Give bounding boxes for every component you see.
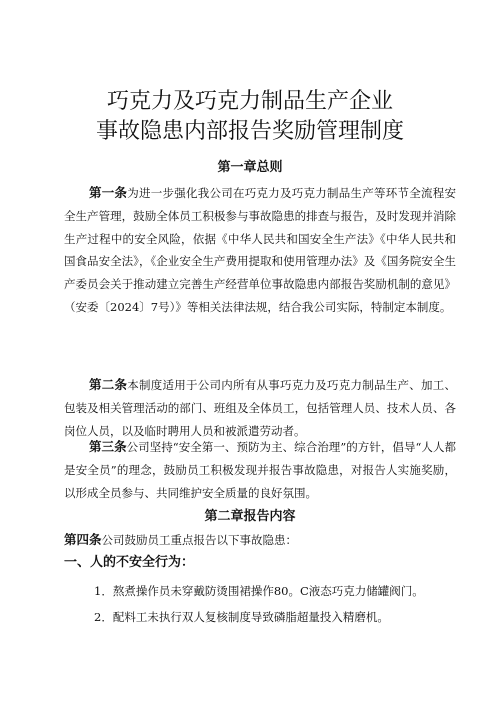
article-1-label: 第一条 [89, 185, 128, 200]
article-3 [64, 436, 456, 504]
document-title-line-2: 事故隐患内部报告奖励管理制度 [95, 119, 404, 144]
article-4-text: 公司鼓励员工重点报告以下事故隐患： [101, 533, 298, 547]
article-1-text: 为进一步强化我公司在巧克力及巧克力制品生产等环节全流程安全生产管理，鼓励全体员工积极参与事故隐患的排查与报告，及时发现并消除生产过程中的安全风险，依据《中华人民共和国安全生产法》《中华人民共和国食品安全法》，《企业安全生产费用提取和使用管理办法》及《国务院安全生产委员会关于推动建立完善生产经营单位事故隐患内部报告奖励机制的意见》（安委〔2024〕7号）》等相关法律法规，结合我公司实际，特制定本制度。 [64, 186, 456, 314]
article-1 [64, 182, 456, 319]
chapter-2-heading: 第二章报告内容 [204, 509, 296, 524]
section-1-heading: 一、人的不安全行为： [64, 555, 195, 570]
article-3-text: 公司坚持“安全第一、预防为主、综合治理”的方针，倡导“人人都是安全员”的理念，鼓励员工积极发现并报告事故隐患，对报告人实施奖励，以形成全员参与、共同维护安全质量的良好氛围。 [64, 440, 456, 500]
chapter-1-heading: 第一章总则 [217, 160, 283, 175]
article-3-label: 第三条 [89, 439, 127, 454]
list-item: 1．熬煮操作员未穿戴防烫围裙操作80。C液态巧克力储罐阀门。 [94, 584, 424, 598]
article-2-text: 本制度适用于公司内所有从事巧克力及巧克力制品生产、加工、包装及相关管理活动的部门、班组及全体员工，包括管理人员、技术人员、各岗位人员，以及临时聘用人员和被派遣劳动者。 [64, 378, 456, 438]
list-item: 2．配料工未执行双人复核制度导致磷脂超量投入精磨机。 [94, 610, 389, 624]
article-2 [64, 374, 456, 442]
article-2-label: 第二条 [89, 377, 128, 392]
document-title-line-1: 巧克力及巧克力制品生产企业 [106, 89, 393, 114]
article-4 [64, 531, 464, 549]
article-4-label: 第四条 [64, 532, 102, 547]
